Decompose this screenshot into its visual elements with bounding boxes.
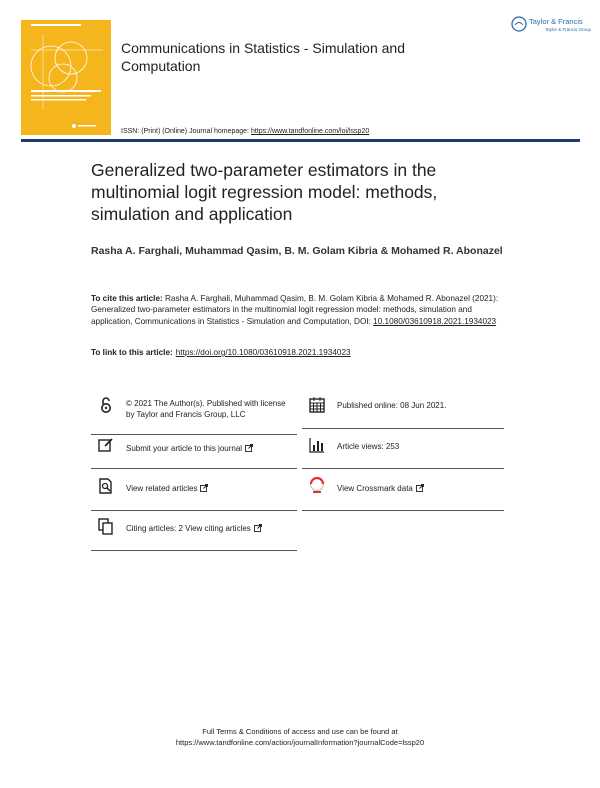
citing-articles-text <box>126 523 262 534</box>
related-articles-text <box>126 483 208 494</box>
publisher-logo-subtext: Taylor & Francis Group <box>545 27 592 32</box>
article-doi-url[interactable]: https://doi.org/10.1080/03610918.2021.1934023 <box>175 348 351 357</box>
copy-icon <box>97 517 115 535</box>
published-date: Published online: 08 Jun 2021. <box>337 401 447 410</box>
doi-label: DOI: <box>354 316 371 326</box>
submit-article-link[interactable] <box>91 434 297 474</box>
article-views: Article views: 253 <box>337 442 400 451</box>
related-divider <box>91 510 297 511</box>
external-link-icon <box>416 484 424 492</box>
external-link-icon <box>245 444 253 452</box>
edit-icon <box>97 436 115 454</box>
footer-terms: Full Terms & Conditions of access and use can be found at <box>202 727 398 736</box>
journal-title[interactable]: Communications in Statistics - Simulation and Computation <box>121 40 406 74</box>
publisher-logo[interactable] <box>511 15 592 37</box>
citation-text: Rasha A. Farghali, Muhammad Qasim, B. M. Golam Kibria & Mohamed R. Abonazel (2021): Generalized two-parameter estimators in the multinomial logit regression model: methods, simulation and application, Communications in Statistics - Simulation and Computation, <box>91 294 499 326</box>
external-link-icon <box>254 524 262 532</box>
license-text: © 2021 The Author(s). Published with license by Taylor and Francis Group, LLC <box>126 399 286 419</box>
doi-link[interactable]: 10.1080/03610918.2021.1934023 <box>373 316 497 326</box>
citing-divider <box>91 550 297 551</box>
submit-article-label: Submit your article to this journal <box>126 444 243 453</box>
calendar-icon <box>308 396 326 414</box>
footer <box>100 726 500 748</box>
article-title: Generalized two-parameter estimators in the multinomial logit regression model: methods, simulation and application <box>91 160 438 224</box>
publisher-logo-text: Taylor & Francis <box>529 17 583 26</box>
article-views-cell <box>302 434 504 474</box>
journal-homepage-link[interactable]: https://www.tandfonline.com/loi/lssp20 <box>250 128 370 135</box>
crossmark-text <box>337 483 424 494</box>
submit-article-text <box>126 443 253 454</box>
related-articles-link[interactable] <box>91 474 297 514</box>
crossmark-divider <box>302 510 504 511</box>
external-link-icon <box>200 484 208 492</box>
issn-line <box>121 128 369 135</box>
license-cell <box>91 394 297 438</box>
citing-articles-label: Citing articles: 2 View citing articles <box>126 524 251 533</box>
crossmark-icon <box>308 476 326 494</box>
crossmark-label: View Crossmark data <box>337 484 413 493</box>
open-access-icon <box>97 396 115 414</box>
bar-chart-icon <box>308 436 326 454</box>
citing-articles-link[interactable] <box>91 514 297 554</box>
citation-label: To cite this article: <box>91 294 163 303</box>
footer-terms-url[interactable]: https://www.tandfonline.com/action/journalInformation?journalCode=lssp20 <box>175 738 425 747</box>
search-document-icon <box>97 477 115 495</box>
link-label: To link to this article: <box>91 348 173 357</box>
crossmark-link[interactable] <box>302 474 504 514</box>
article-link-line <box>91 348 511 357</box>
published-cell <box>302 394 504 434</box>
submit-divider <box>91 468 297 469</box>
related-articles-label: View related articles <box>126 484 198 493</box>
citation-block <box>91 293 511 327</box>
journal-cover-image[interactable] <box>21 20 111 135</box>
header-divider <box>21 139 580 142</box>
published-divider <box>302 428 504 429</box>
issn-label: ISSN: (Print) (Online) Journal homepage: <box>121 128 249 135</box>
cover-graphic <box>21 20 111 135</box>
views-divider <box>302 468 504 469</box>
publisher-logo-icon <box>511 16 527 32</box>
article-authors: Rasha A. Farghali, Muhammad Qasim, B. M. Golam Kibria & Mohamed R. Abonazel <box>91 245 503 257</box>
